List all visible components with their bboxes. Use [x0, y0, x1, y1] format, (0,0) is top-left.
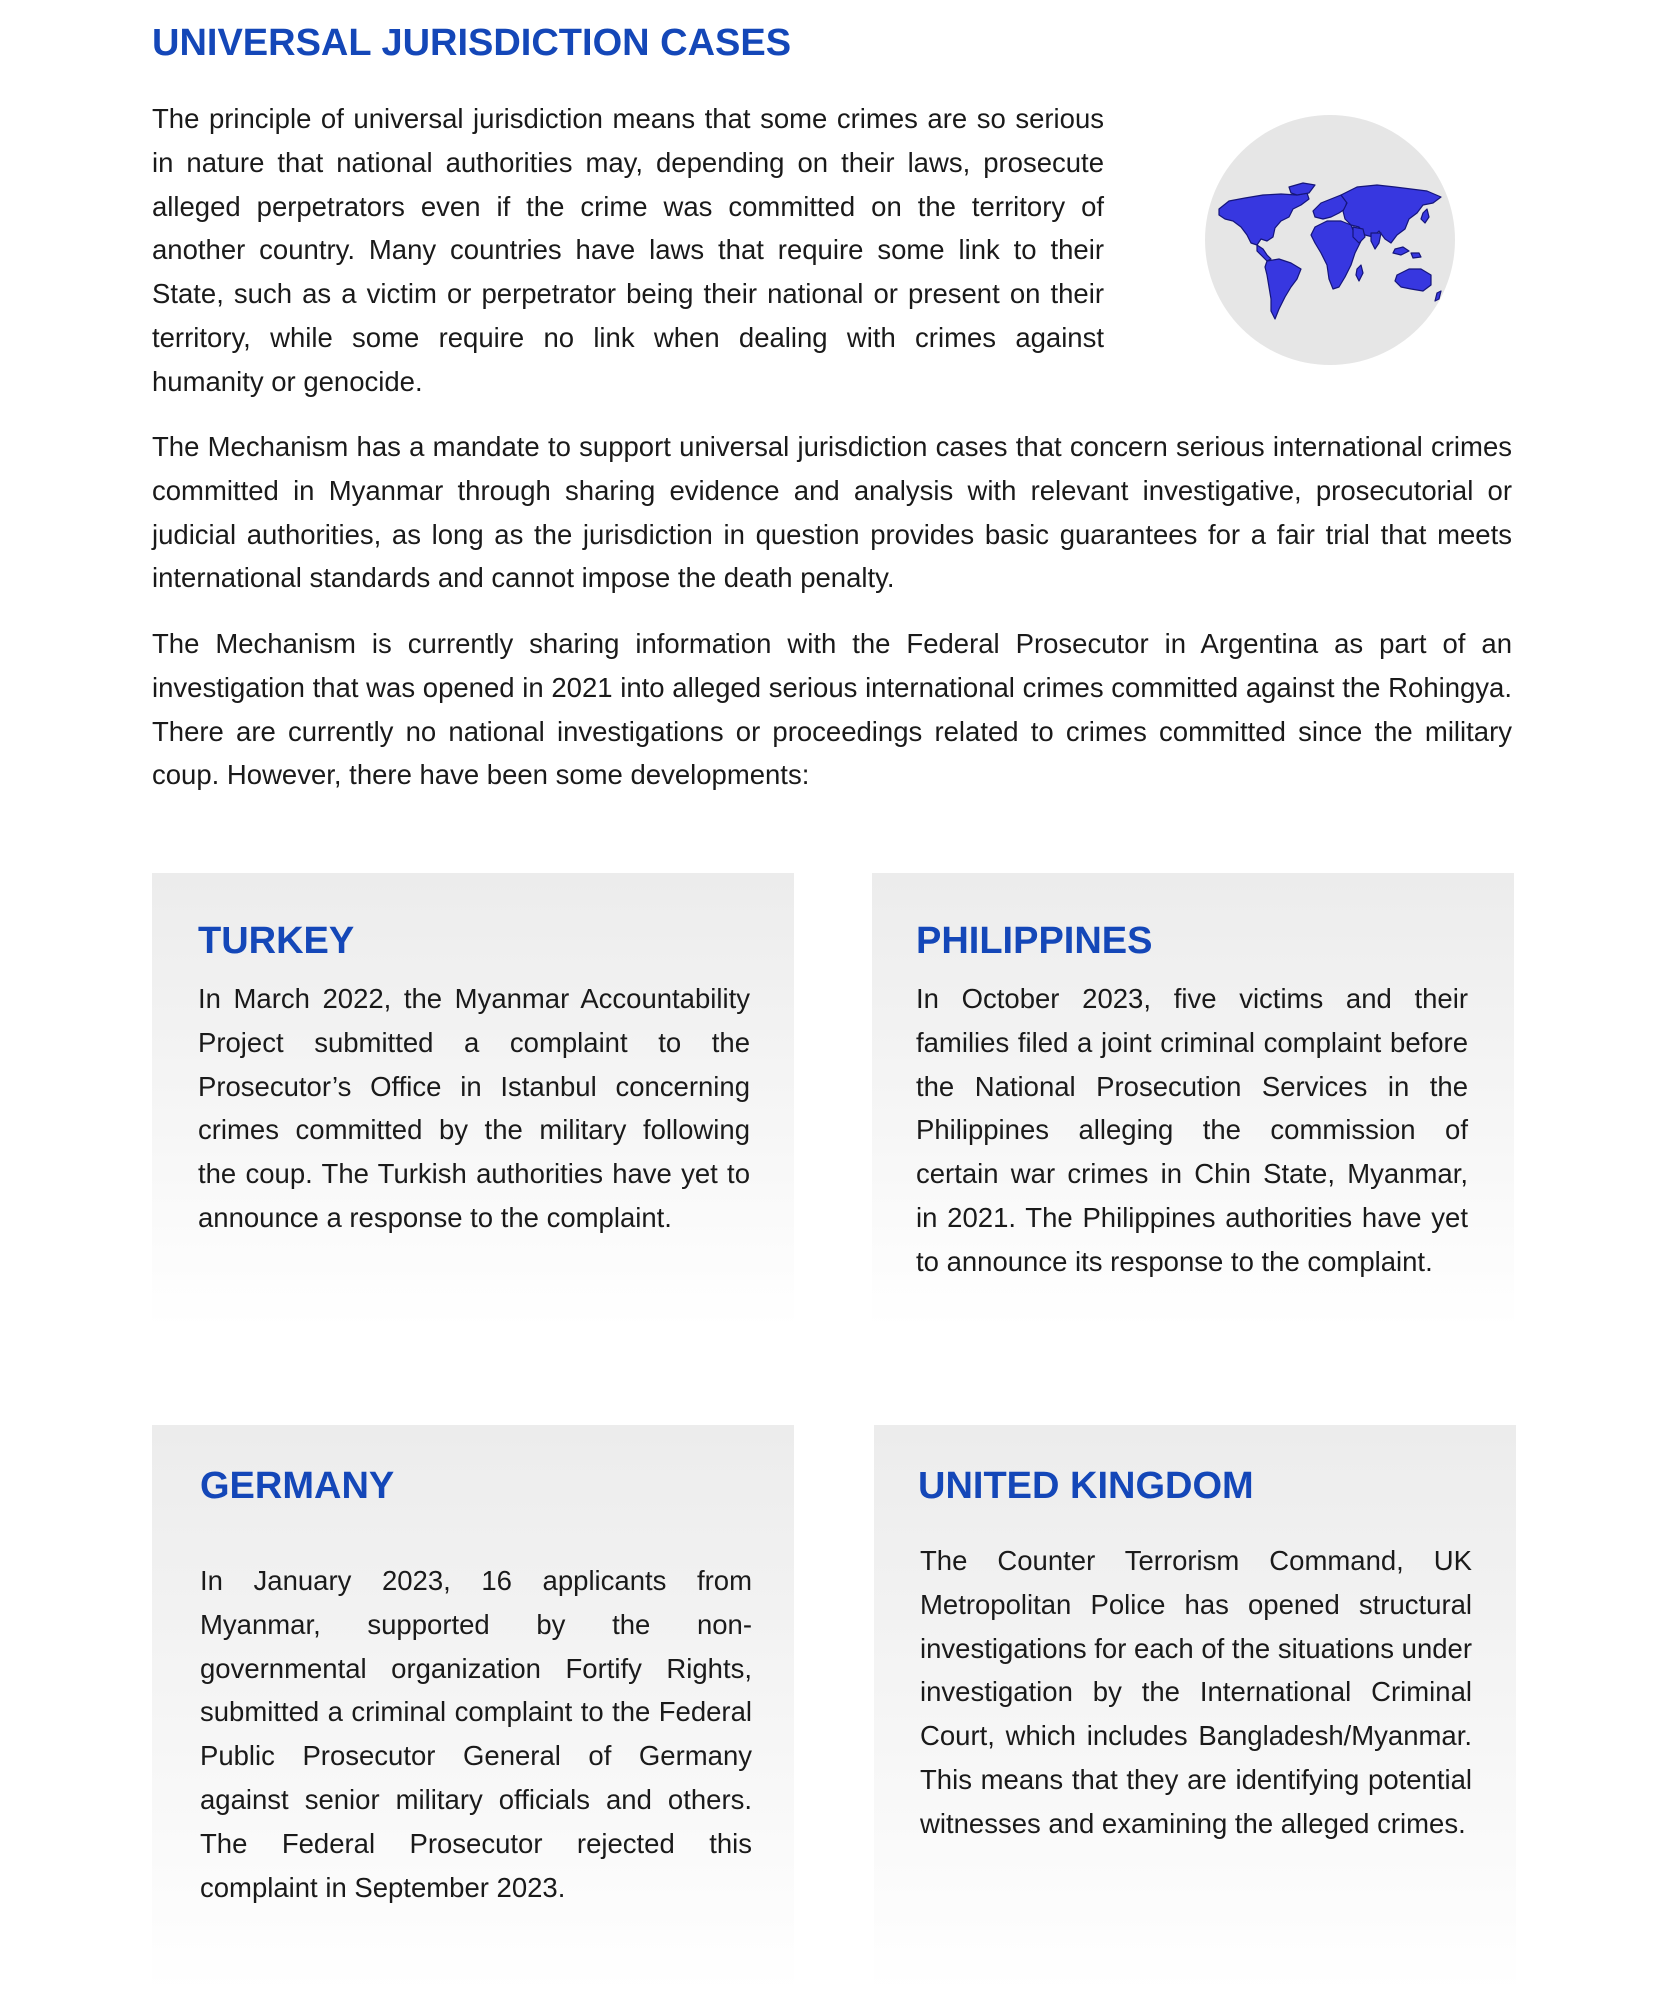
- case-card-turkey: [152, 873, 794, 1328]
- case-title-turkey: TURKEY: [198, 920, 355, 962]
- world-map-icon: [1205, 115, 1455, 365]
- case-body-germany: In January 2023, 16 applicants from Myanmar, supported by the non-governmental organization Fortify Rights, submitted a criminal complaint to the Federal Public Prosecutor General of Germany against senior military officials and others. The Federal Prosecutor rejected this complaint in September 2023.: [200, 1565, 752, 1903]
- mandate-paragraph: The Mechanism has a mandate to support universal jurisdiction cases that concern serious international crimes committed in Myanmar through sharing evidence and analysis with relevant investigative, prosecutorial or judicial authorities, as long as the jurisdiction in question provides basic guarantees for a fair trial that meets international standards and cannot impose the death penalty.: [152, 431, 1512, 594]
- case-body-united-kingdom: The Counter Terrorism Command, UK Metropolitan Police has opened structural investigations for each of the situations under investigation by the International Criminal Court, which includes Bangladesh/Myanmar. This means that they are identifying potential witnesses and examining the alleged crimes.: [920, 1545, 1472, 1839]
- case-body-philippines: In October 2023, five victims and their families filed a joint criminal complaint before the National Prosecution Services in the Philippines alleging the commission of certain war crimes in Chin State, Myanmar, in 2021. The Philippines authorities have yet to announce its response to the complaint.: [916, 983, 1468, 1277]
- case-title-philippines: PHILIPPINES: [916, 920, 1153, 962]
- page-title: UNIVERSAL JURISDICTION CASES: [152, 22, 792, 64]
- case-card-germany: [152, 1425, 794, 1992]
- world-map-globe-icon: [1205, 115, 1455, 365]
- case-title-united-kingdom: UNITED KINGDOM: [918, 1465, 1254, 1507]
- case-card-united-kingdom: [874, 1425, 1516, 1992]
- case-title-germany: GERMANY: [200, 1465, 395, 1507]
- information-sharing-paragraph: The Mechanism is currently sharing information with the Federal Prosecutor in Argentina as part of an investigation that was opened in 2021 into alleged serious international crimes committed against the Rohingya. There are currently no national investigations or proceedings related to crimes committed since the military coup. However, there have been some developments:: [152, 628, 1512, 791]
- case-card-philippines: [872, 873, 1514, 1328]
- case-body-turkey: In March 2022, the Myanmar Accountability Project submitted a complaint to the Prosecutor’s Office in Istanbul concerning crimes committed by the military following the coup. The Turkish authorities have yet to announce a response to the complaint.: [198, 983, 750, 1233]
- intro-paragraph: The principle of universal jurisdiction means that some crimes are so serious in nature that national authorities may, depending on their laws, prosecute alleged perpetrators even if the crime was committed on the territory of another country. Many countries have laws that require some link to their State, such as a victim or perpetrator being their national or present on their territory, while some require no link when dealing with crimes against humanity or genocide.: [152, 103, 1104, 397]
